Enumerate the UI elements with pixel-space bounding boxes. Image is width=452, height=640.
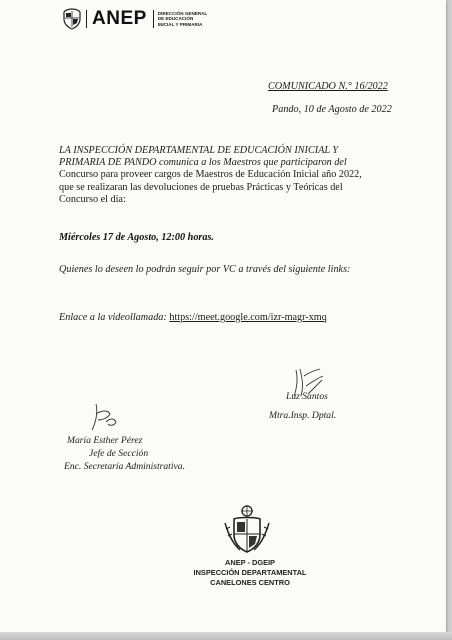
body-line: que se realizaran las devoluciones de pruebas Prácticas y Teóricas del bbox=[59, 181, 343, 193]
brand-subtitle-line: DIRECCIÓN GENERAL bbox=[157, 10, 208, 16]
signature-maria-esther-perez bbox=[86, 400, 122, 436]
signer-name-left: María Esther Pérez bbox=[67, 435, 143, 446]
signer-name-right: Luz Santos bbox=[286, 391, 328, 402]
body-line: LA INSPECCIÓN DEPARTAMENTAL DE EDUCACIÓN INICIAL Y bbox=[59, 145, 339, 156]
brand-subtitle bbox=[158, 11, 208, 27]
communique-reference: COMUNICADO N.° 16/2022 bbox=[268, 81, 388, 92]
body-line: Concurso para proveer cargos de Maestros de Educación Inicial año 2022, bbox=[59, 169, 362, 181]
videocall-link-label: Enlace a la videollamada: bbox=[59, 312, 167, 323]
signer-role-left: Jefe de Sección bbox=[89, 448, 149, 459]
scan-edge bbox=[0, 632, 452, 640]
videocall-link[interactable]: https://meet.google.com/izr-magr-xmq bbox=[169, 312, 327, 323]
follow-instructions: Quienes lo deseen lo podrán seguir por VC a través del siguiente links: bbox=[59, 264, 351, 275]
signer-role-right: Mtra.Insp. Dptal. bbox=[269, 410, 337, 421]
header-divider bbox=[153, 10, 154, 28]
brand-name: ANEP bbox=[92, 8, 147, 29]
body-line: Concurso el día: bbox=[59, 193, 126, 205]
body-line bbox=[59, 157, 389, 169]
seal-line: ANEP - DGEIP bbox=[225, 558, 275, 567]
brand-subtitle-line: DE EDUCACIÓN bbox=[157, 16, 194, 22]
place-date: Pando, 10 de Agosto de 2022 bbox=[272, 104, 392, 115]
brand-subtitle-line: INICIAL Y PRIMARIA bbox=[157, 21, 203, 27]
official-seal-emblem bbox=[222, 503, 272, 555]
meeting-date: Miércoles 17 de Agosto, 12:00 horas. bbox=[59, 232, 214, 243]
national-shield-icon bbox=[62, 8, 82, 30]
seal-line: INSPECCIÓN DEPARTAMENTAL bbox=[193, 568, 307, 577]
seal-line: CANELONES CENTRO bbox=[210, 578, 290, 587]
signer-dept-left: Enc. Secretaría Administrativa. bbox=[64, 461, 185, 472]
videocall-link-row bbox=[59, 312, 327, 323]
letterhead bbox=[62, 8, 207, 30]
communique-body bbox=[59, 145, 389, 206]
body-line-text: PRIMARIA DE PANDO comunica a los Maestros que participaron del bbox=[59, 157, 347, 169]
header-divider bbox=[86, 10, 87, 28]
